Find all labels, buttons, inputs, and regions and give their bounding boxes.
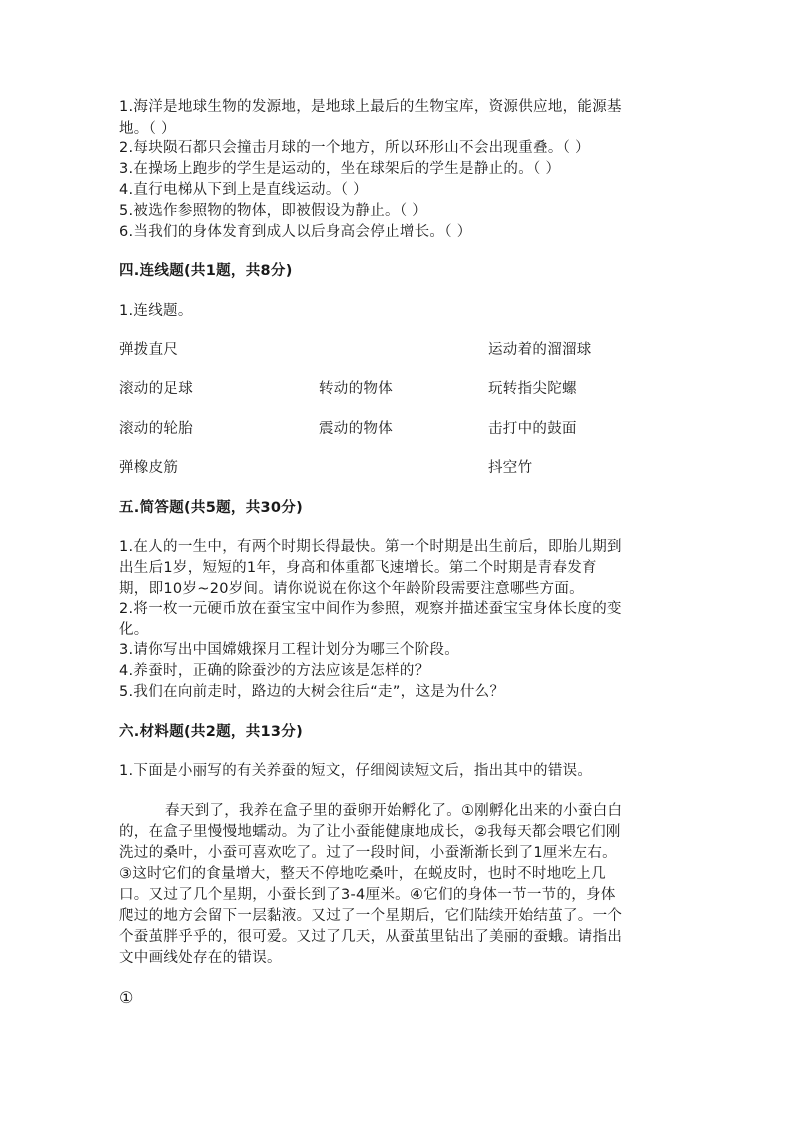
tf-item-1-line-2: 地。（ ） xyxy=(119,121,176,137)
passage-line-1: 春天到了，我养在盒子里的蚕卵开始孵化了。①刚孵化出来的小蚕白白 xyxy=(165,803,623,819)
tf-item-5: 5.被选作参照物的物体，即被假设为静止。（ ） xyxy=(119,203,428,219)
sa-line-6: 3.请你写出中国嫦娥探月工程计划分为哪三个阶段。 xyxy=(119,642,460,658)
tf-item-6: 6.当我们的身体发育到成人以后身高会停止增长。（ ） xyxy=(119,224,472,240)
passage-line-8: 文中画线处存在的错误。 xyxy=(119,950,282,966)
section-5-heading: 五.简答题(共5题，共30分) xyxy=(119,500,304,516)
match-middle-1: 转动的物体 xyxy=(319,381,393,397)
sa-line-4: 2.将一枚一元硬币放在蚕宝宝中间作为参照，观察并描述蚕宝宝身体长度的变 xyxy=(119,601,622,617)
match-right-4: 抖空竹 xyxy=(488,460,533,476)
sa-line-5: 化。 xyxy=(119,622,149,638)
match-right-3: 击打中的鼓面 xyxy=(488,421,577,437)
section-6-heading: 六.材料题(共2题，共13分) xyxy=(119,724,304,740)
passage-line-5: 口。又过了几个星期，小蚕长到了3-4厘米。④它们的身体一节一节的，身体 xyxy=(119,887,616,903)
match-left-4: 弹橡皮筋 xyxy=(119,460,179,476)
sa-line-1: 1.在人的一生中，有两个时期长得最快。第一个时期是出生前后，即胎儿期到 xyxy=(119,539,622,555)
match-right-2: 玩转指尖陀螺 xyxy=(488,381,577,397)
answer-marker: ① xyxy=(119,988,134,1007)
passage-line-3: 洗过的桑叶，小蚕可喜欢吃了。过了一段时间，小蚕渐渐长到了1厘米左右。 xyxy=(119,845,617,861)
sa-line-3: 期，即10岁~20岁间。请你说说在你这个年龄阶段需要注意哪些方面。 xyxy=(119,581,584,597)
match-left-1: 弹拨直尺 xyxy=(119,342,179,358)
match-left-2: 滚动的足球 xyxy=(119,381,193,397)
sa-line-7: 4.养蚕时，正确的除蚕沙的方法应该是怎样的？ xyxy=(119,663,430,679)
match-left-3: 滚动的轮胎 xyxy=(119,421,193,437)
passage-line-6: 爬过的地方会留下一层黏液。又过了一个星期后，它们陆续开始结茧了。一个 xyxy=(119,908,623,924)
passage-line-7: 个蚕茧胖乎乎的，很可爱。又过了几天，从蚕茧里钻出了美丽的蚕蛾。请指出 xyxy=(119,929,623,945)
tf-item-4: 4.直行电梯从下到上是直线运动。（ ） xyxy=(119,182,368,198)
tf-item-2: 2.每块陨石都只会撞击月球的一个地方，所以环形山不会出现重叠。（ ） xyxy=(119,140,590,156)
match-right-1: 运动着的溜溜球 xyxy=(488,342,592,358)
section-4-heading: 四.连线题(共1题，共8分) xyxy=(119,263,293,279)
passage-line-2: 的，在盒子里慢慢地蠕动。为了让小蚕能健康地成长，②我每天都会喂它们刚 xyxy=(119,824,621,840)
section-4-question: 1.连线题。 xyxy=(119,303,193,319)
sa-line-8: 5.我们在向前走时，路边的大树会往后“走”，这是为什么？ xyxy=(119,684,505,700)
sa-line-2: 出生后1岁，短短的1年，身高和体重都飞速增长。第二个时期是青春发育 xyxy=(119,560,597,576)
tf-item-3: 3.在操场上跑步的学生是运动的，坐在球架后的学生是静止的。（ ） xyxy=(119,161,561,177)
tf-item-1-line-1: 1.海洋是地球生物的发源地，是地球上最后的生物宝库，资源供应地，能源基 xyxy=(119,99,622,115)
passage-line-4: ③这时它们的食量增大，整天不停地吃桑叶，在蜕皮时，也时不时地吃上几 xyxy=(119,866,606,882)
material-question: 1.下面是小丽写的有关养蚕的短文，仔细阅读短文后，指出其中的错误。 xyxy=(119,763,593,779)
match-middle-2: 震动的物体 xyxy=(319,421,393,437)
